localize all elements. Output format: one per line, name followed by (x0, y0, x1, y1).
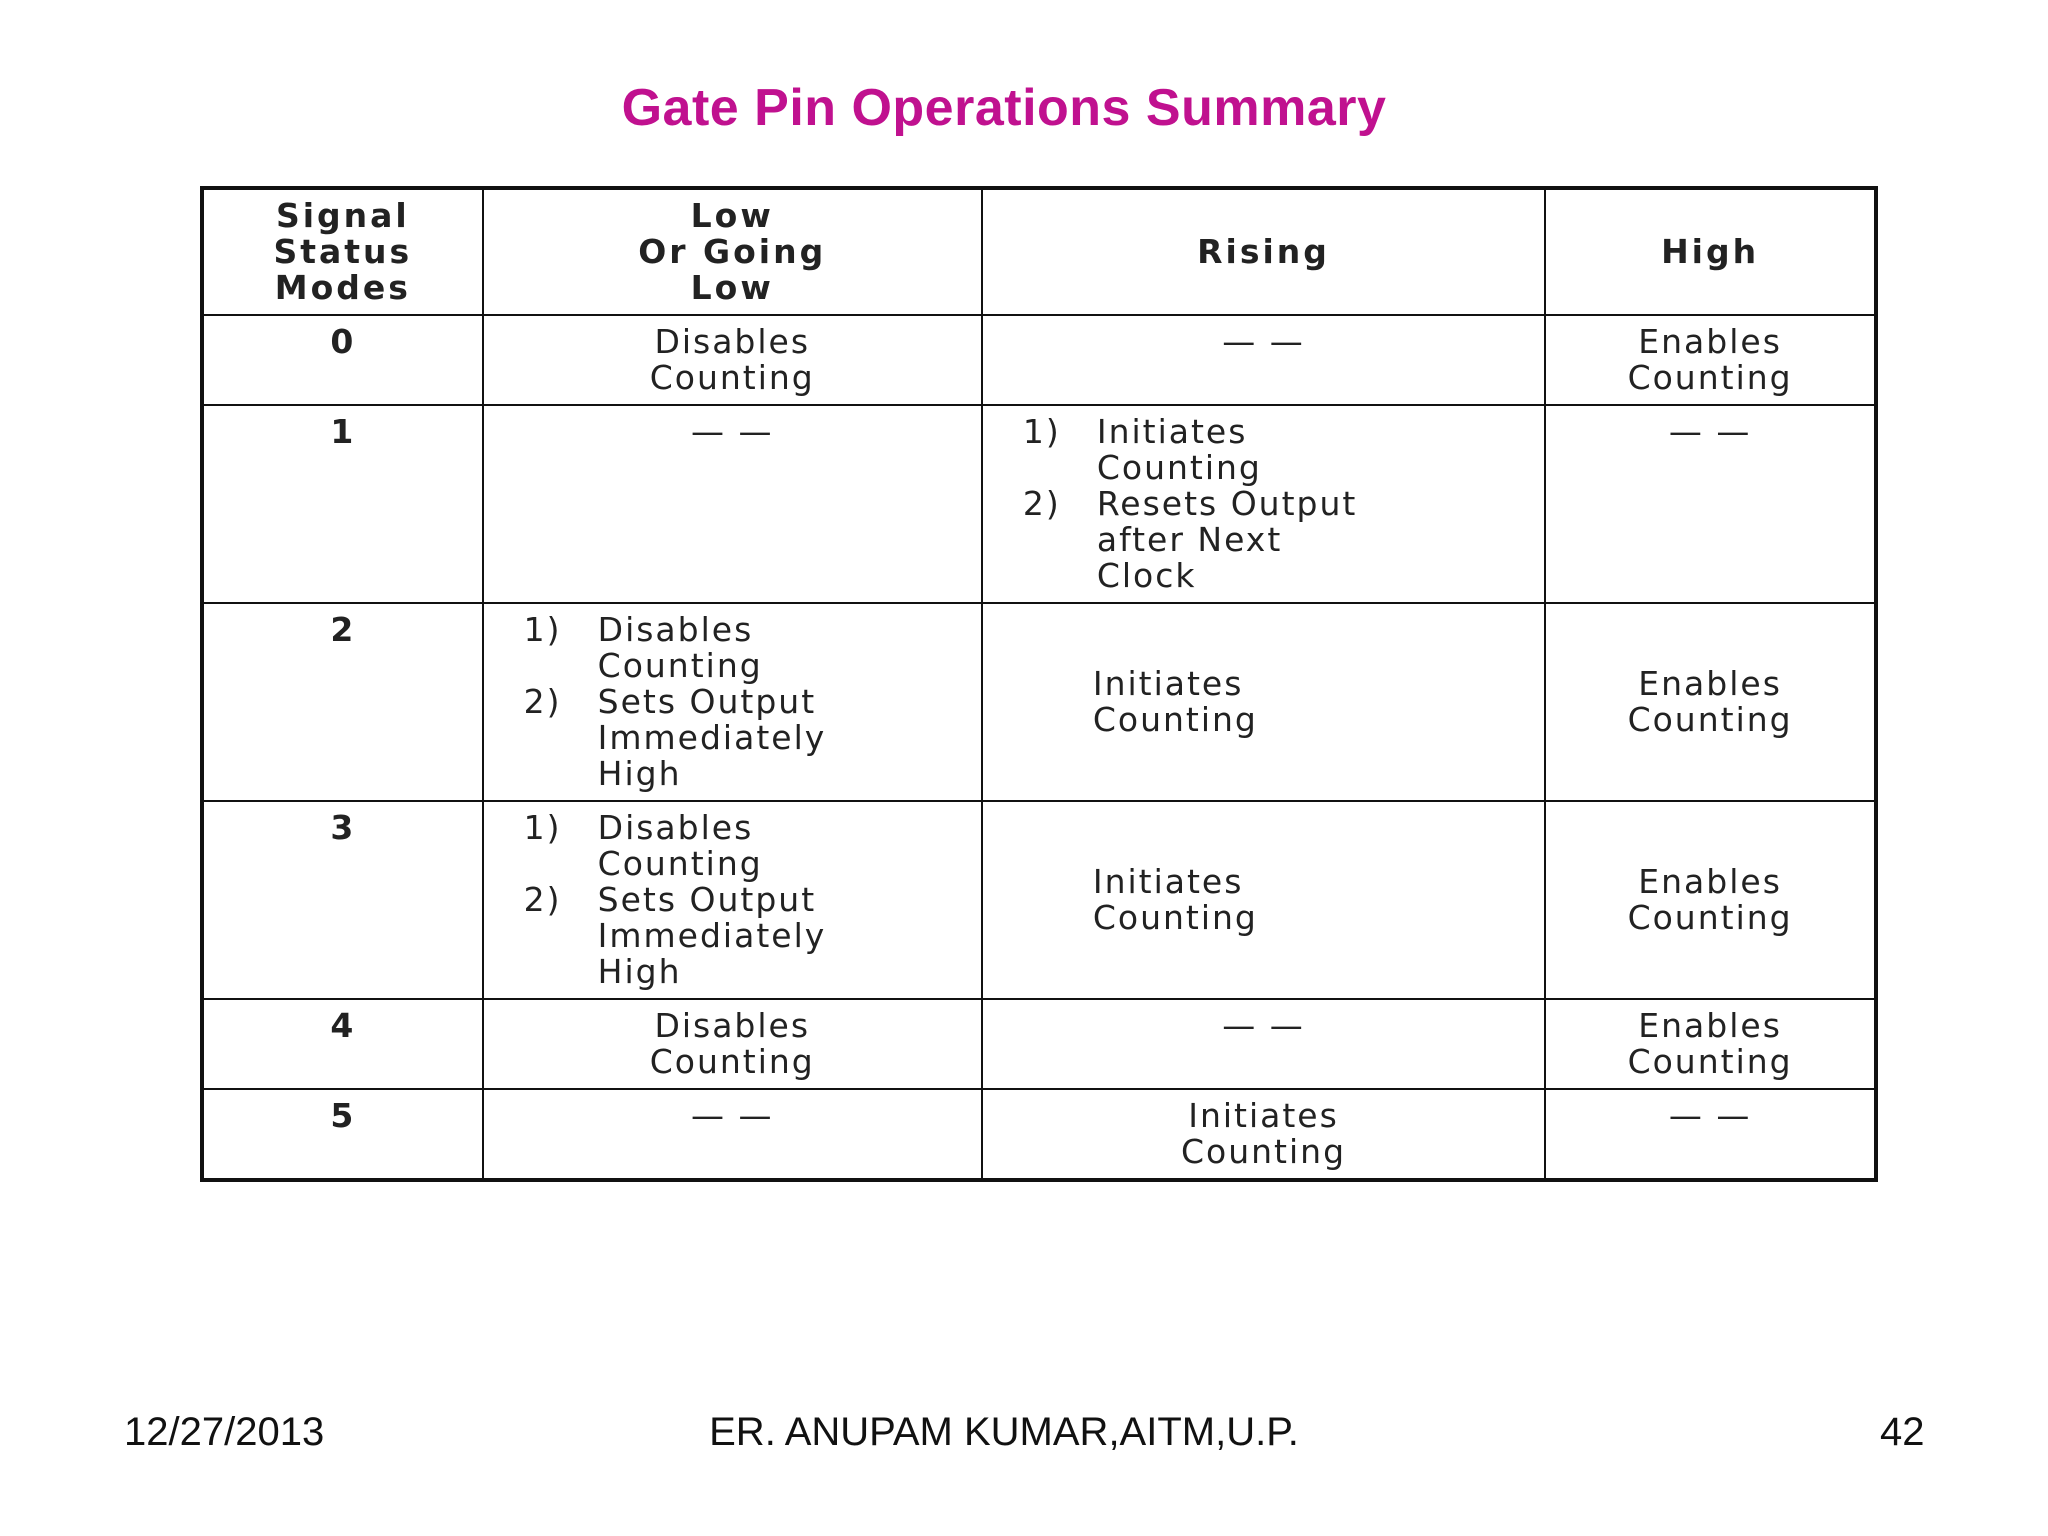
mode-cell: 2 (202, 603, 483, 801)
table-header-row (202, 188, 1876, 315)
list-item: 2) Sets Output Immediately High (523, 880, 827, 991)
header-high: High (1545, 188, 1876, 315)
low-cell (483, 603, 982, 801)
high-cell: Enables Counting (1545, 801, 1876, 999)
low-cell: Disables Counting (483, 315, 982, 405)
high-cell: Enables Counting (1545, 603, 1876, 801)
table-row (202, 405, 1876, 603)
low-cell: Disables Counting (483, 999, 982, 1089)
low-cell: — — (483, 405, 982, 603)
header-low: Low Or Going Low (483, 188, 982, 315)
high-cell: Enables Counting (1545, 315, 1876, 405)
table-row (202, 1089, 1876, 1180)
table-row (202, 999, 1876, 1089)
table-row (202, 315, 1876, 405)
header-rising: Rising (982, 188, 1545, 315)
table-row (202, 801, 1876, 999)
gate-operations-table (200, 186, 1878, 1182)
mode-cell: 3 (202, 801, 483, 999)
mode-cell: 4 (202, 999, 483, 1089)
footer-author: ER. ANUPAM KUMAR,AITM,U.P. (709, 1410, 1299, 1454)
mode-cell: 0 (202, 315, 483, 405)
mode-cell: 1 (202, 405, 483, 603)
list-item: 2) Sets Output Immediately High (523, 682, 827, 793)
rising-cell: Initiates Counting (982, 1089, 1545, 1180)
rising-cell: Initiates Counting (982, 603, 1545, 801)
table-row (202, 603, 1876, 801)
rising-cell: — — (982, 315, 1545, 405)
list-item: 1) Initiates Counting (1022, 412, 1262, 487)
page-number: 42 (1880, 1410, 1925, 1454)
mode-cell: 5 (202, 1089, 483, 1180)
list-item: 1) Disables Counting (523, 610, 763, 685)
header-signal-status-modes: Signal Status Modes (202, 188, 483, 315)
low-cell: — — (483, 1089, 982, 1180)
rising-cell: Initiates Counting (982, 801, 1545, 999)
list-item: 2) Resets Output after Next Clock (1022, 484, 1358, 595)
footer-date: 12/27/2013 (124, 1410, 325, 1454)
low-list (524, 810, 971, 990)
list-item: 1) Disables Counting (523, 808, 763, 883)
low-cell (483, 801, 982, 999)
high-cell: Enables Counting (1545, 999, 1876, 1089)
rising-cell (982, 405, 1545, 603)
high-cell: — — (1545, 405, 1876, 603)
rising-list (1023, 414, 1534, 594)
slide-title: Gate Pin Operations Summary (621, 79, 1387, 137)
low-list (524, 612, 971, 792)
rising-cell: — — (982, 999, 1545, 1089)
high-cell: — — (1545, 1089, 1876, 1180)
